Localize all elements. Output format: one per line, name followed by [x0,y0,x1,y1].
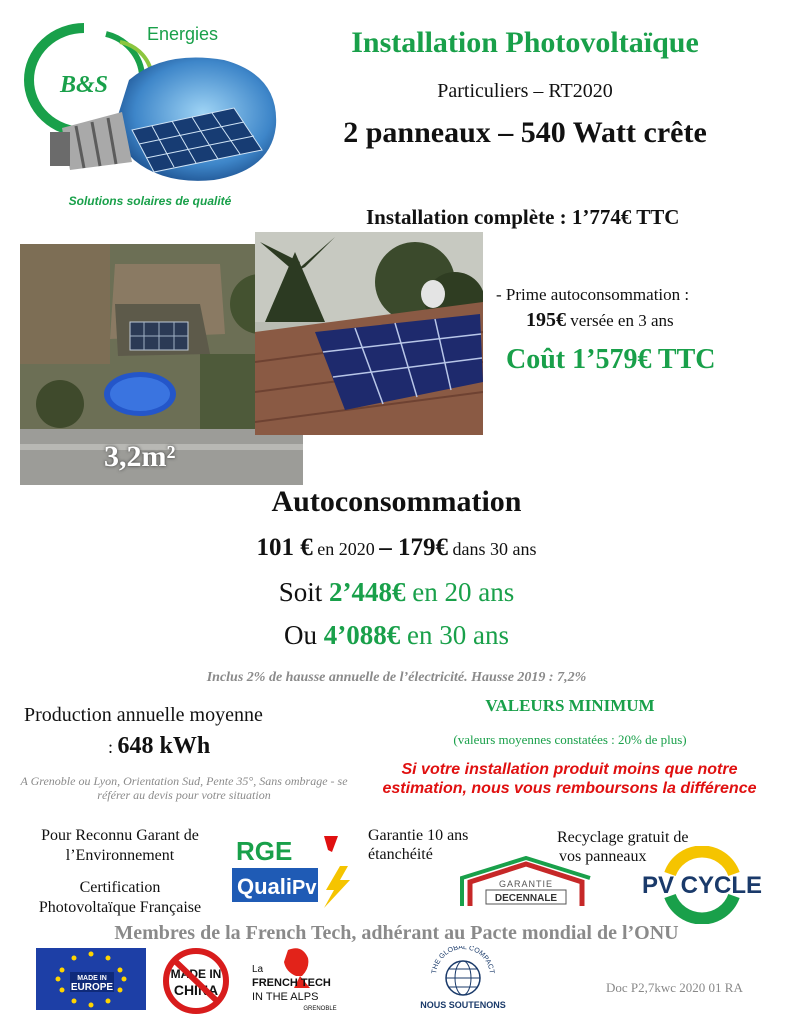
europe-text-2: EUROPE [70,982,114,993]
pv-cycle-logo [632,846,772,924]
guarantee-title: VALEURS MINIMUM [485,696,655,715]
prime-line [526,309,776,332]
value-30: 179€ [398,534,448,561]
recyclage-text-1: Recyclage gratuit de [557,829,689,846]
production-value: 648 kWh [117,733,211,759]
roof-photo [255,232,483,435]
savings-20-line [0,577,793,608]
label-2020: en 2020 [312,539,380,559]
value-2020: 101 € [256,534,313,561]
ft-text-3: IN THE ALPS [252,991,319,1003]
page-title: Installation Photovoltaïque [351,26,699,59]
garantie-badge-1: GARANTIE [498,879,554,889]
doc-reference: Doc P2,7kwc 2020 01 RA [606,980,743,995]
prime-label: - Prime autoconsommation : [496,285,690,304]
production-conditions: A Grenoble ou Lyon, Orientation Sud, Pente 35°, Sans ombrage - se référer au devis pour votre situation [20,774,348,802]
ft-text-4: GRENOBLE [303,1006,337,1012]
value-dash: – [379,534,398,561]
guarantee-subtitle: (valeurs moyennes constatées : 20% de plus) [453,732,687,747]
pvcycle-text: PV CYCLE [641,872,763,899]
members-line: Membres de la French Tech, adhérant au Pacte mondial de l’ONU [114,922,679,944]
prime-amount: 195€ [526,309,566,331]
production-prefix: : [108,737,118,757]
savings-30-amount: 4’088€ [323,620,401,650]
rge-description [14,826,226,866]
not-made-in-china-logo [156,948,236,1014]
china-text-1: MADE IN [170,967,222,981]
savings-30-prefix: Ou [284,620,324,650]
global-compact-logo [398,946,528,1014]
savings-20-suffix: en 20 ans [405,577,515,607]
label-30: dans 30 ans [448,539,537,559]
prime-detail: versée en 3 ans [566,311,674,330]
savings-30-line [0,620,793,651]
made-in-europe-logo [36,948,146,1010]
rge-text-1: Pour Reconnu Garant de [41,827,199,844]
complete-price-line [366,205,786,230]
rge-logo-pv: Pv [292,877,317,899]
savings-20-amount: 2’448€ [329,577,406,607]
logo-tagline: Solutions solaires de qualité [68,194,232,208]
europe-text-1: MADE IN [77,975,107,982]
savings-30-suffix: en 30 ans [400,620,509,650]
china-text-2: CHINA [173,982,219,998]
autoconso-title: Autoconsommation [271,485,522,518]
gc-text: NOUS SOUTENONS [420,1000,506,1010]
cert-description [14,878,226,918]
company-logo [14,20,284,215]
rge-text-2: l’Environnement [65,847,175,864]
recyclage-text-2: vos panneaux [559,848,647,865]
rge-qualipv-logo [228,832,356,908]
guarantee-promise: Si votre installation produit moins que notre estimation, nous vous remboursons la différence [382,761,757,797]
complete-price-value: 1’774€ TTC [571,205,680,229]
rge-logo-bottom: Quali [237,874,293,899]
garantie-text-1: Garantie 10 ans [368,827,469,844]
logo-energies-text: Energies [147,24,219,44]
increase-note: Inclus 2% de hausse annuelle de l’électricité. Hausse 2019 : 7,2% [206,670,587,685]
complete-price-label: Installation complète : [366,205,572,229]
autoconso-values [0,534,793,562]
cert-text-2: Photovoltaïque Française [38,899,202,916]
logo-brand-text: B&S [59,72,109,98]
savings-20-prefix: Soit [278,577,330,607]
net-cost: Coût 1’579€ TTC [506,344,716,375]
ft-text-2: FRENCH TECH [252,977,331,989]
cert-text-1: Certification [79,879,161,896]
production-line [108,733,328,760]
area-label: 3,2m² [104,440,176,473]
page-subtitle: Particuliers – RT2020 [437,80,613,102]
garantie-text-2: étanchéité [368,846,433,863]
gc-ring-text: THE GLOBAL COMPACT [431,946,495,975]
production-label: Production annuelle moyenne [24,704,263,726]
rge-logo-top: RGE [236,836,293,866]
ft-text-1: La [252,964,264,975]
french-tech-logo [250,946,360,1016]
headline: 2 panneaux – 540 Watt crête [343,116,707,149]
garantie-badge-2: DECENNALE [494,893,558,904]
